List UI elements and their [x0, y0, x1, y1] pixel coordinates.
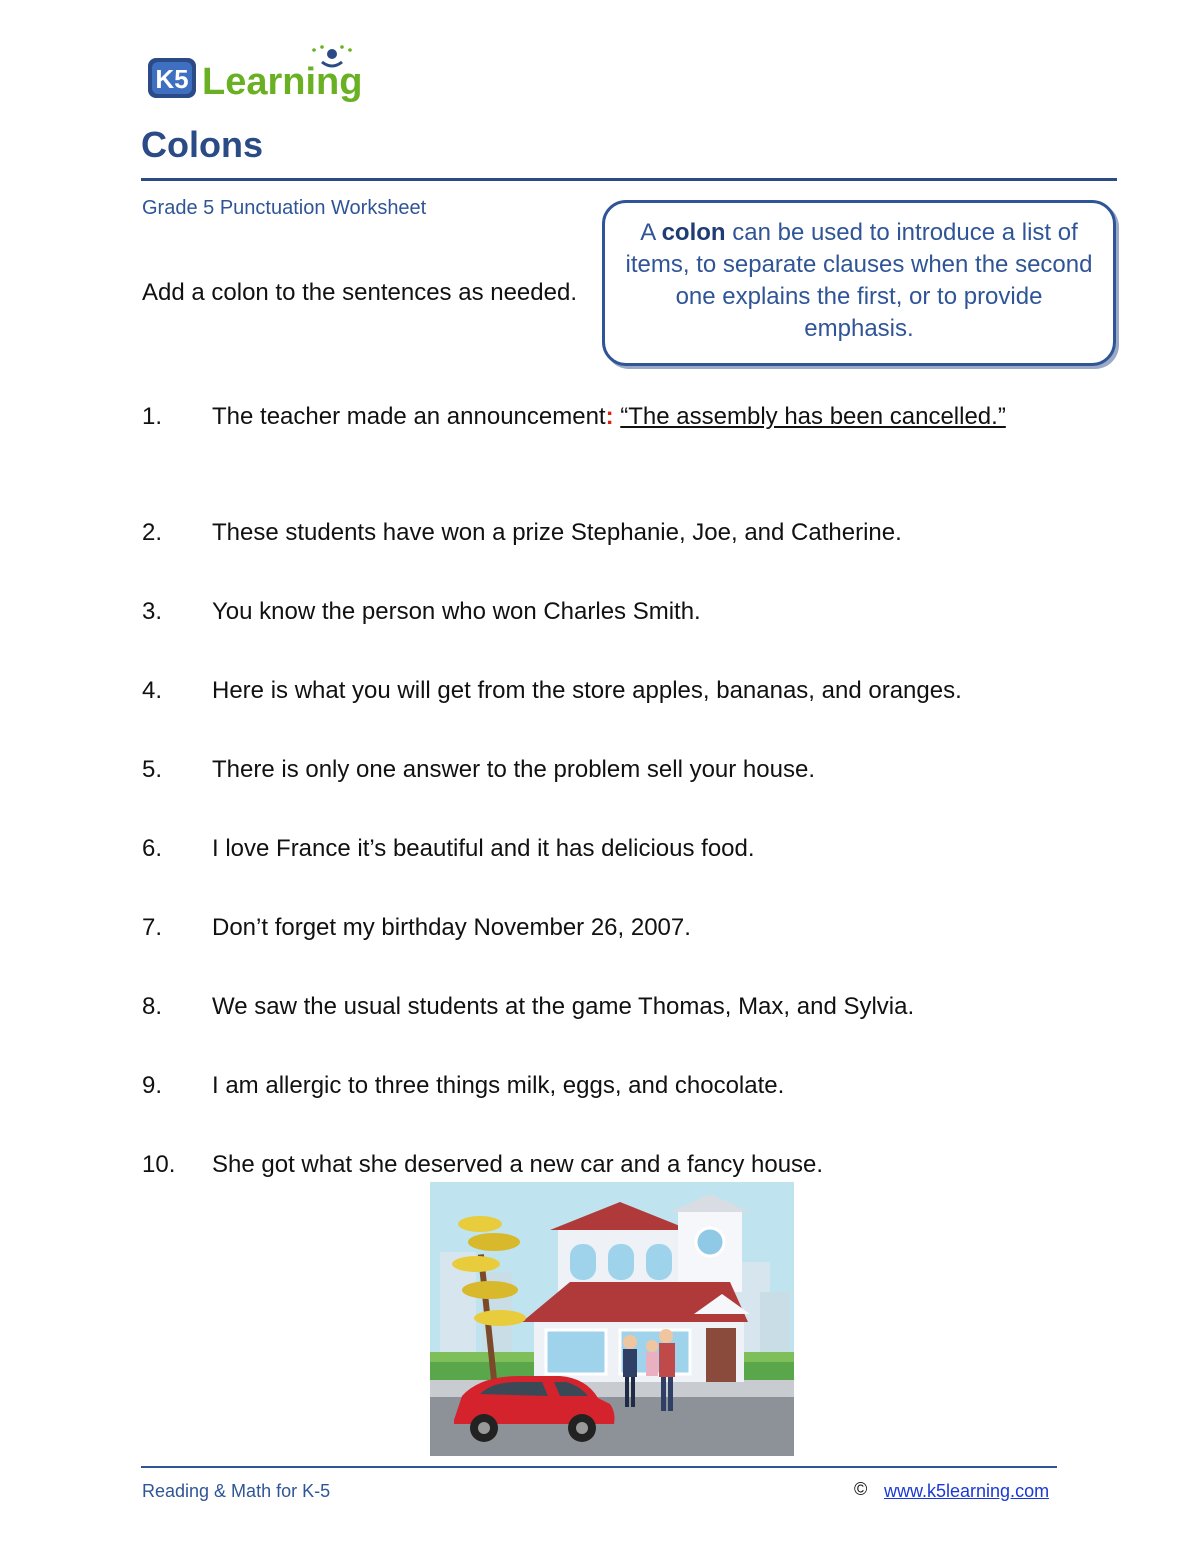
question-number: 7. — [142, 914, 163, 941]
house-car-illustration — [430, 1182, 794, 1456]
question-number: 4. — [142, 677, 163, 704]
footer-tagline: Reading & Math for K-5 — [142, 1481, 331, 1501]
example-colon: : — [605, 403, 614, 430]
title-divider — [141, 178, 1117, 181]
question-text: There is only one answer to the problem sell your house. — [212, 756, 815, 783]
callout-prefix: A — [640, 219, 662, 246]
question-text: Don’t forget my birthday November 26, 2007. — [212, 914, 691, 941]
website-link[interactable]: www.k5learning.com — [884, 1481, 1050, 1501]
page-title: Colons — [141, 124, 263, 165]
question-text: These students have won a prize Stephanie, Joe, and Catherine. — [212, 519, 902, 546]
question-number: 3. — [142, 598, 163, 625]
question-number: 8. — [142, 993, 163, 1020]
question-text: I love France it’s beautiful and it has delicious food. — [212, 835, 755, 862]
question-text — [212, 399, 1092, 435]
question-number: 5. — [142, 756, 163, 783]
svg-text:Learning: Learning — [202, 61, 363, 103]
footer-divider — [141, 1466, 1057, 1468]
colon-definition-box — [602, 200, 1116, 366]
question-text: We saw the usual students at the game Thomas, Max, and Sylvia. — [212, 993, 915, 1020]
question-text: Here is what you will get from the store apples, bananas, and oranges. — [212, 677, 962, 704]
question-number: 9. — [142, 1072, 163, 1099]
question-number: 10. — [142, 1151, 176, 1178]
callout-term: colon — [661, 219, 726, 246]
worksheet-subtitle: Grade 5 Punctuation Worksheet — [142, 197, 427, 219]
svg-text:K5: K5 — [155, 64, 189, 94]
question-number: 2. — [142, 519, 163, 546]
question-number: 6. — [142, 835, 163, 862]
question-number: 1. — [142, 403, 163, 430]
copyright-symbol: © — [854, 1479, 868, 1499]
example-before: The teacher made an announcement — [212, 403, 606, 430]
instruction-text: Add a colon to the sentences as needed. — [142, 279, 577, 306]
question-text: She got what she deserved a new car and a fancy house. — [212, 1151, 824, 1178]
question-text: I am allergic to three things milk, eggs, and chocolate. — [212, 1072, 785, 1099]
example-after: “The assembly has been cancelled.” — [620, 403, 1006, 430]
k5-learning-logo — [146, 44, 398, 108]
callout-text: can be used to introduce a list of items, to separate clauses when the second one explains the first, or to provide emphasis. — [625, 219, 1093, 342]
question-text: You know the person who won Charles Smith. — [212, 598, 701, 625]
